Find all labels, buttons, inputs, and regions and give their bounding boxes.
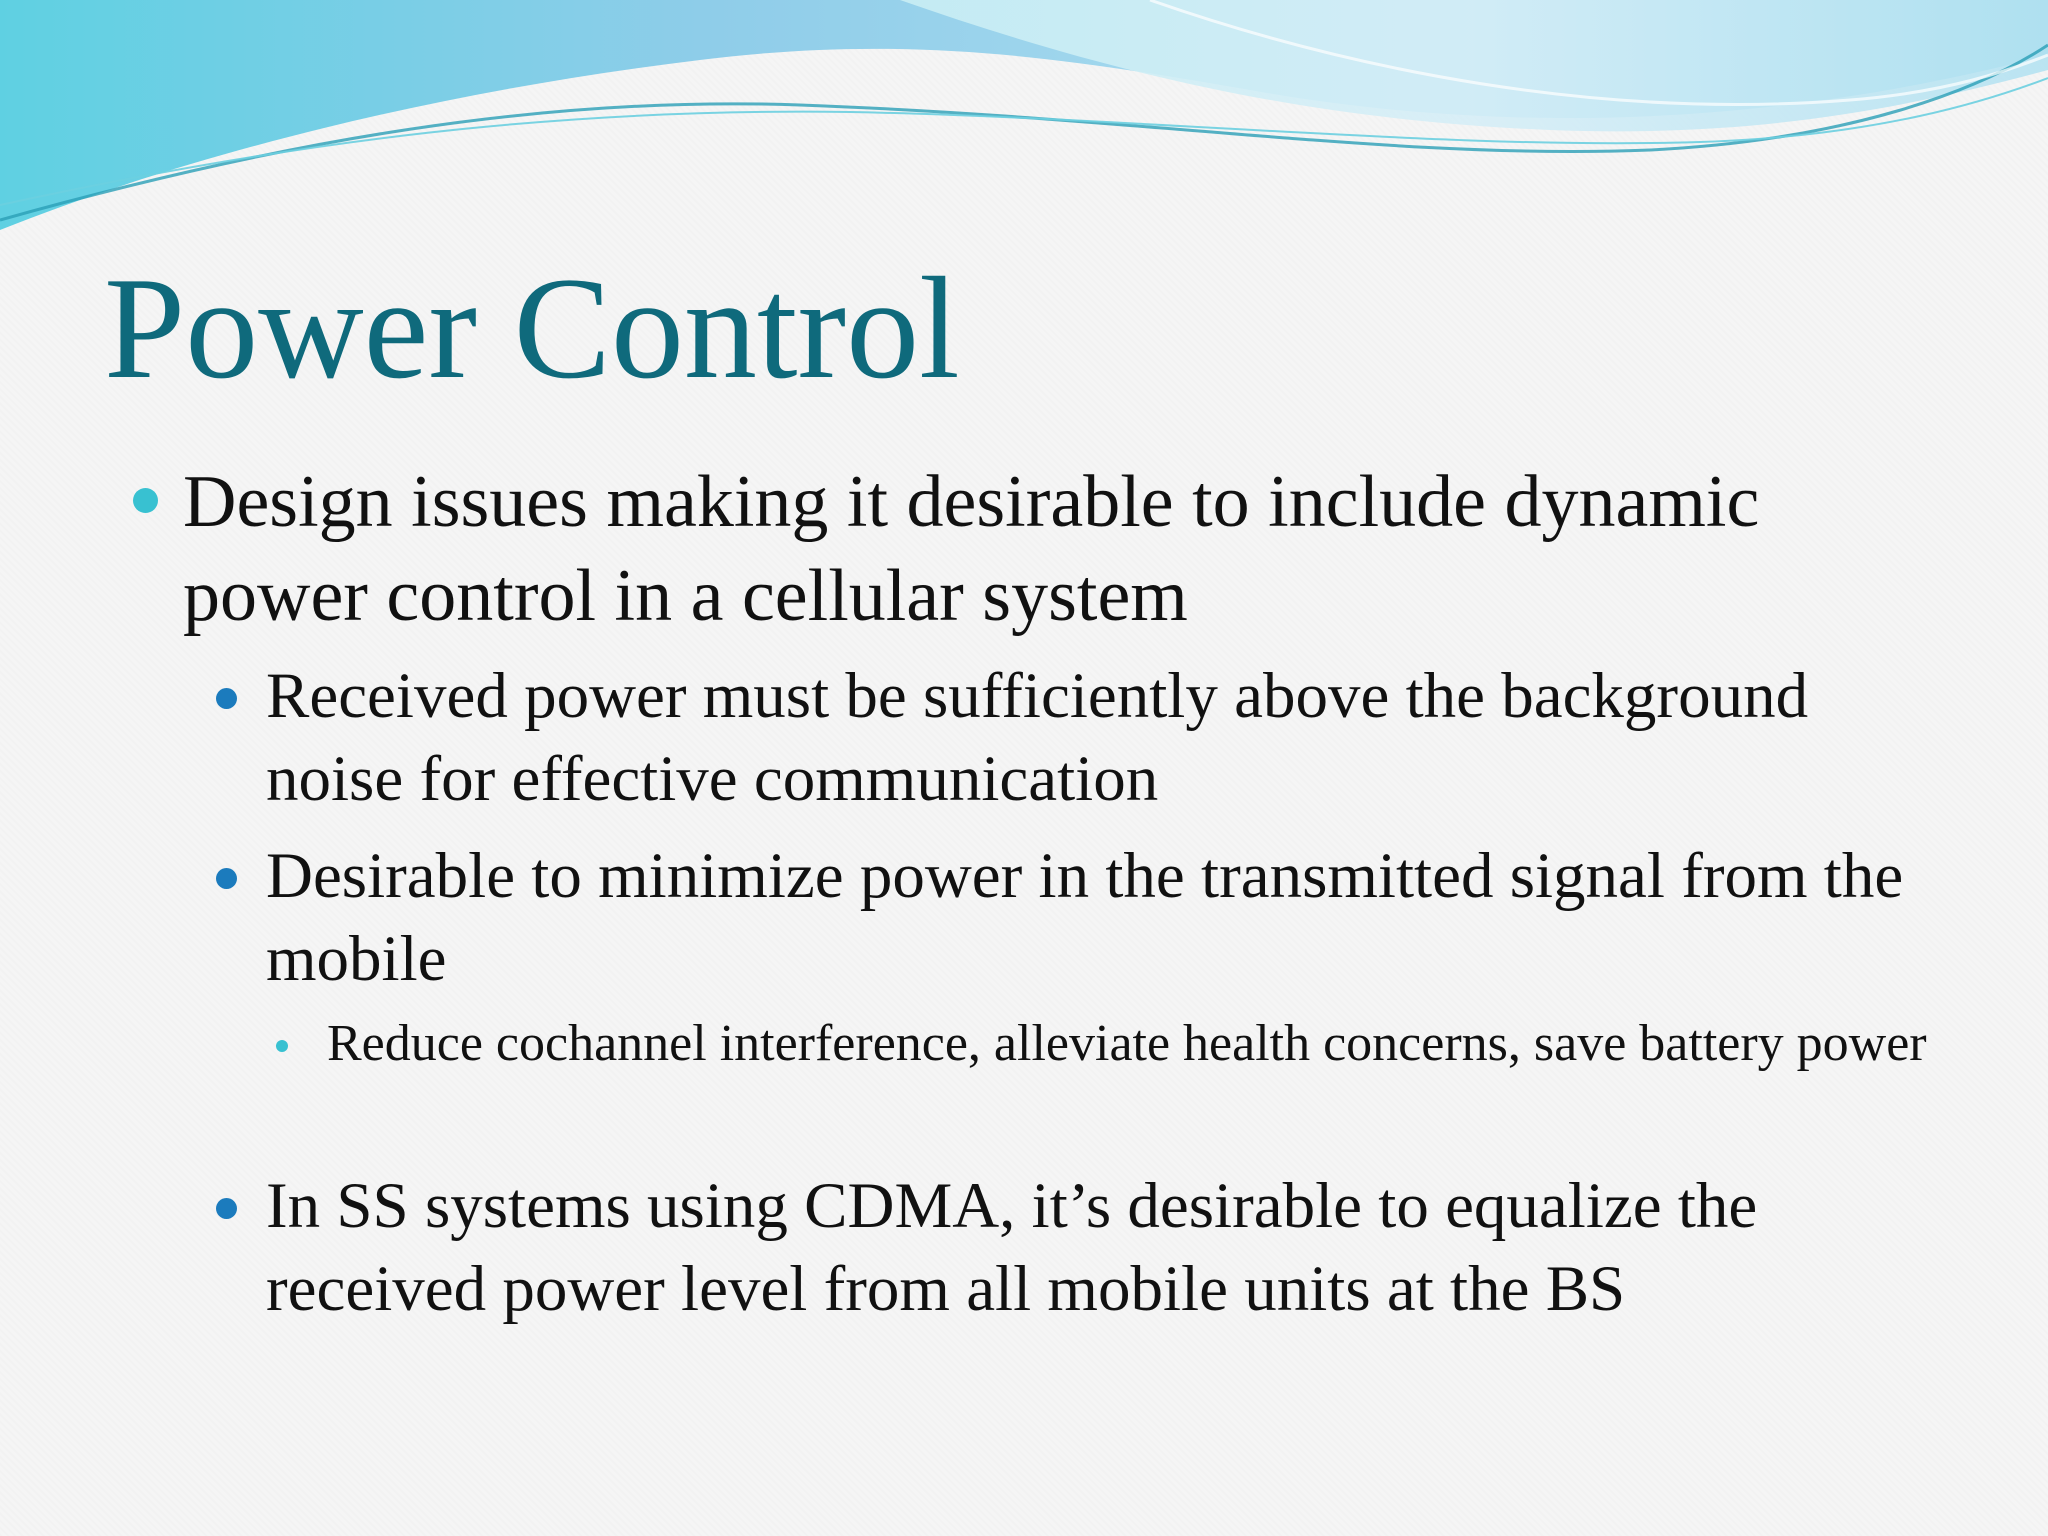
bullet-dot-icon (133, 488, 158, 513)
bullet-level2: In SS systems using CDMA, it’s desirable to equalize the received power level from all mobile units at the BS (266, 1170, 1758, 1325)
bullet-dot-icon (216, 868, 237, 889)
bullet-dot-icon (216, 1198, 237, 1219)
bullet-level2: Received power must be sufficiently above the background noise for effective communication (266, 660, 1809, 815)
bullet-level3: Reduce cochannel interference, alleviate health concerns, save battery power (327, 1015, 1927, 1072)
bullet-dot-icon (276, 1040, 288, 1052)
slide-title: Power Control (104, 247, 960, 409)
bullet-level2: Desirable to minimize power in the transmitted signal from the mobile (266, 840, 1904, 995)
bullet-dot-icon (216, 688, 237, 709)
bullet-level1: Design issues making it desirable to include dynamic power control in a cellular system (183, 461, 1760, 637)
